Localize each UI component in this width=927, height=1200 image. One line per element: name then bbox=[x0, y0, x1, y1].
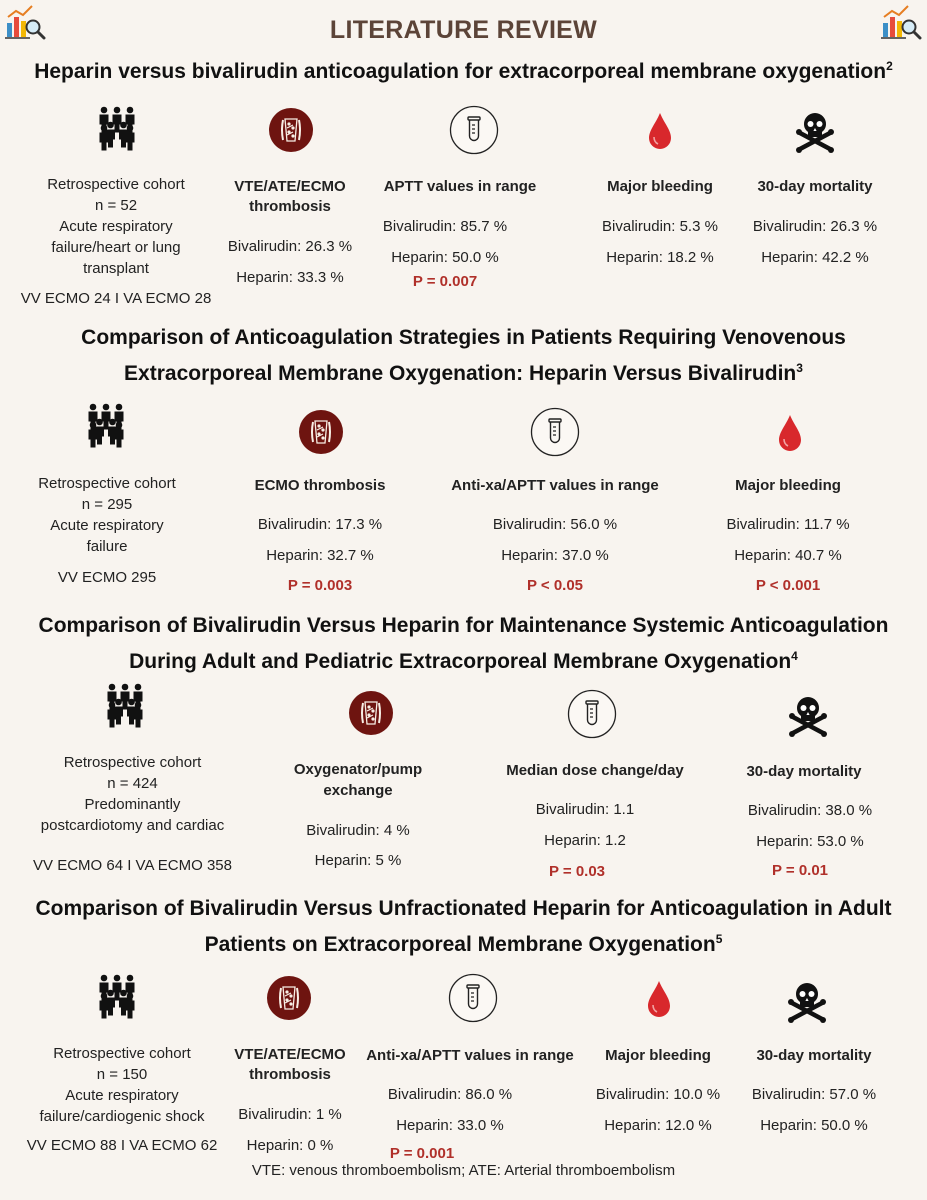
people-group-icon bbox=[84, 402, 128, 452]
section-3-title: Comparison of Bivalirudin Versus Heparin for Maintenance Systemic Anticoagulation During Adult and Pediatric Extracorporeal Membrane Oxygenation$^4$ bbox=[38, 614, 889, 673]
blood-drop-icon bbox=[644, 979, 674, 1019]
test-tube-icon bbox=[449, 105, 499, 155]
abbreviation-footnote: VTE: venous thromboembolism; ATE: Arterial thromboembolism bbox=[251, 1162, 676, 1179]
page-title: LITERATURE REVIEW bbox=[329, 16, 598, 44]
section-1-title: Heparin versus bivalirudin anticoagulation for extracorporeal membrane oxygenation$^2$ bbox=[34, 59, 893, 83]
section-2-title: Comparison of Anticoagulation Strategies in Patients Requiring Venovenous Extracorporeal Membrane Oxygenation: Heparin Versus Bivalirudin$^3$ bbox=[81, 326, 846, 385]
blood-vessel-icon bbox=[348, 690, 394, 736]
blood-vessel-icon bbox=[266, 975, 312, 1021]
test-tube-icon bbox=[530, 407, 580, 457]
skull-crossbones-icon bbox=[793, 109, 837, 153]
section-4-title: Comparison of Bivalirudin Versus Unfractionated Heparin for Anticoagulation in Adult Patients on Extracorporeal Membrane Oxygenation$^5$ bbox=[35, 897, 892, 956]
blood-vessel-icon bbox=[268, 107, 314, 153]
test-tube-icon bbox=[448, 973, 498, 1023]
skull-crossbones-icon bbox=[786, 693, 830, 737]
skull-crossbones-icon bbox=[785, 979, 829, 1023]
people-group-icon bbox=[103, 682, 147, 732]
blood-drop-icon bbox=[775, 413, 805, 453]
blood-drop-icon bbox=[645, 111, 675, 151]
blood-vessel-icon bbox=[298, 409, 344, 455]
test-tube-icon bbox=[567, 689, 617, 739]
people-group-icon bbox=[95, 105, 139, 155]
people-group-icon bbox=[95, 973, 139, 1023]
